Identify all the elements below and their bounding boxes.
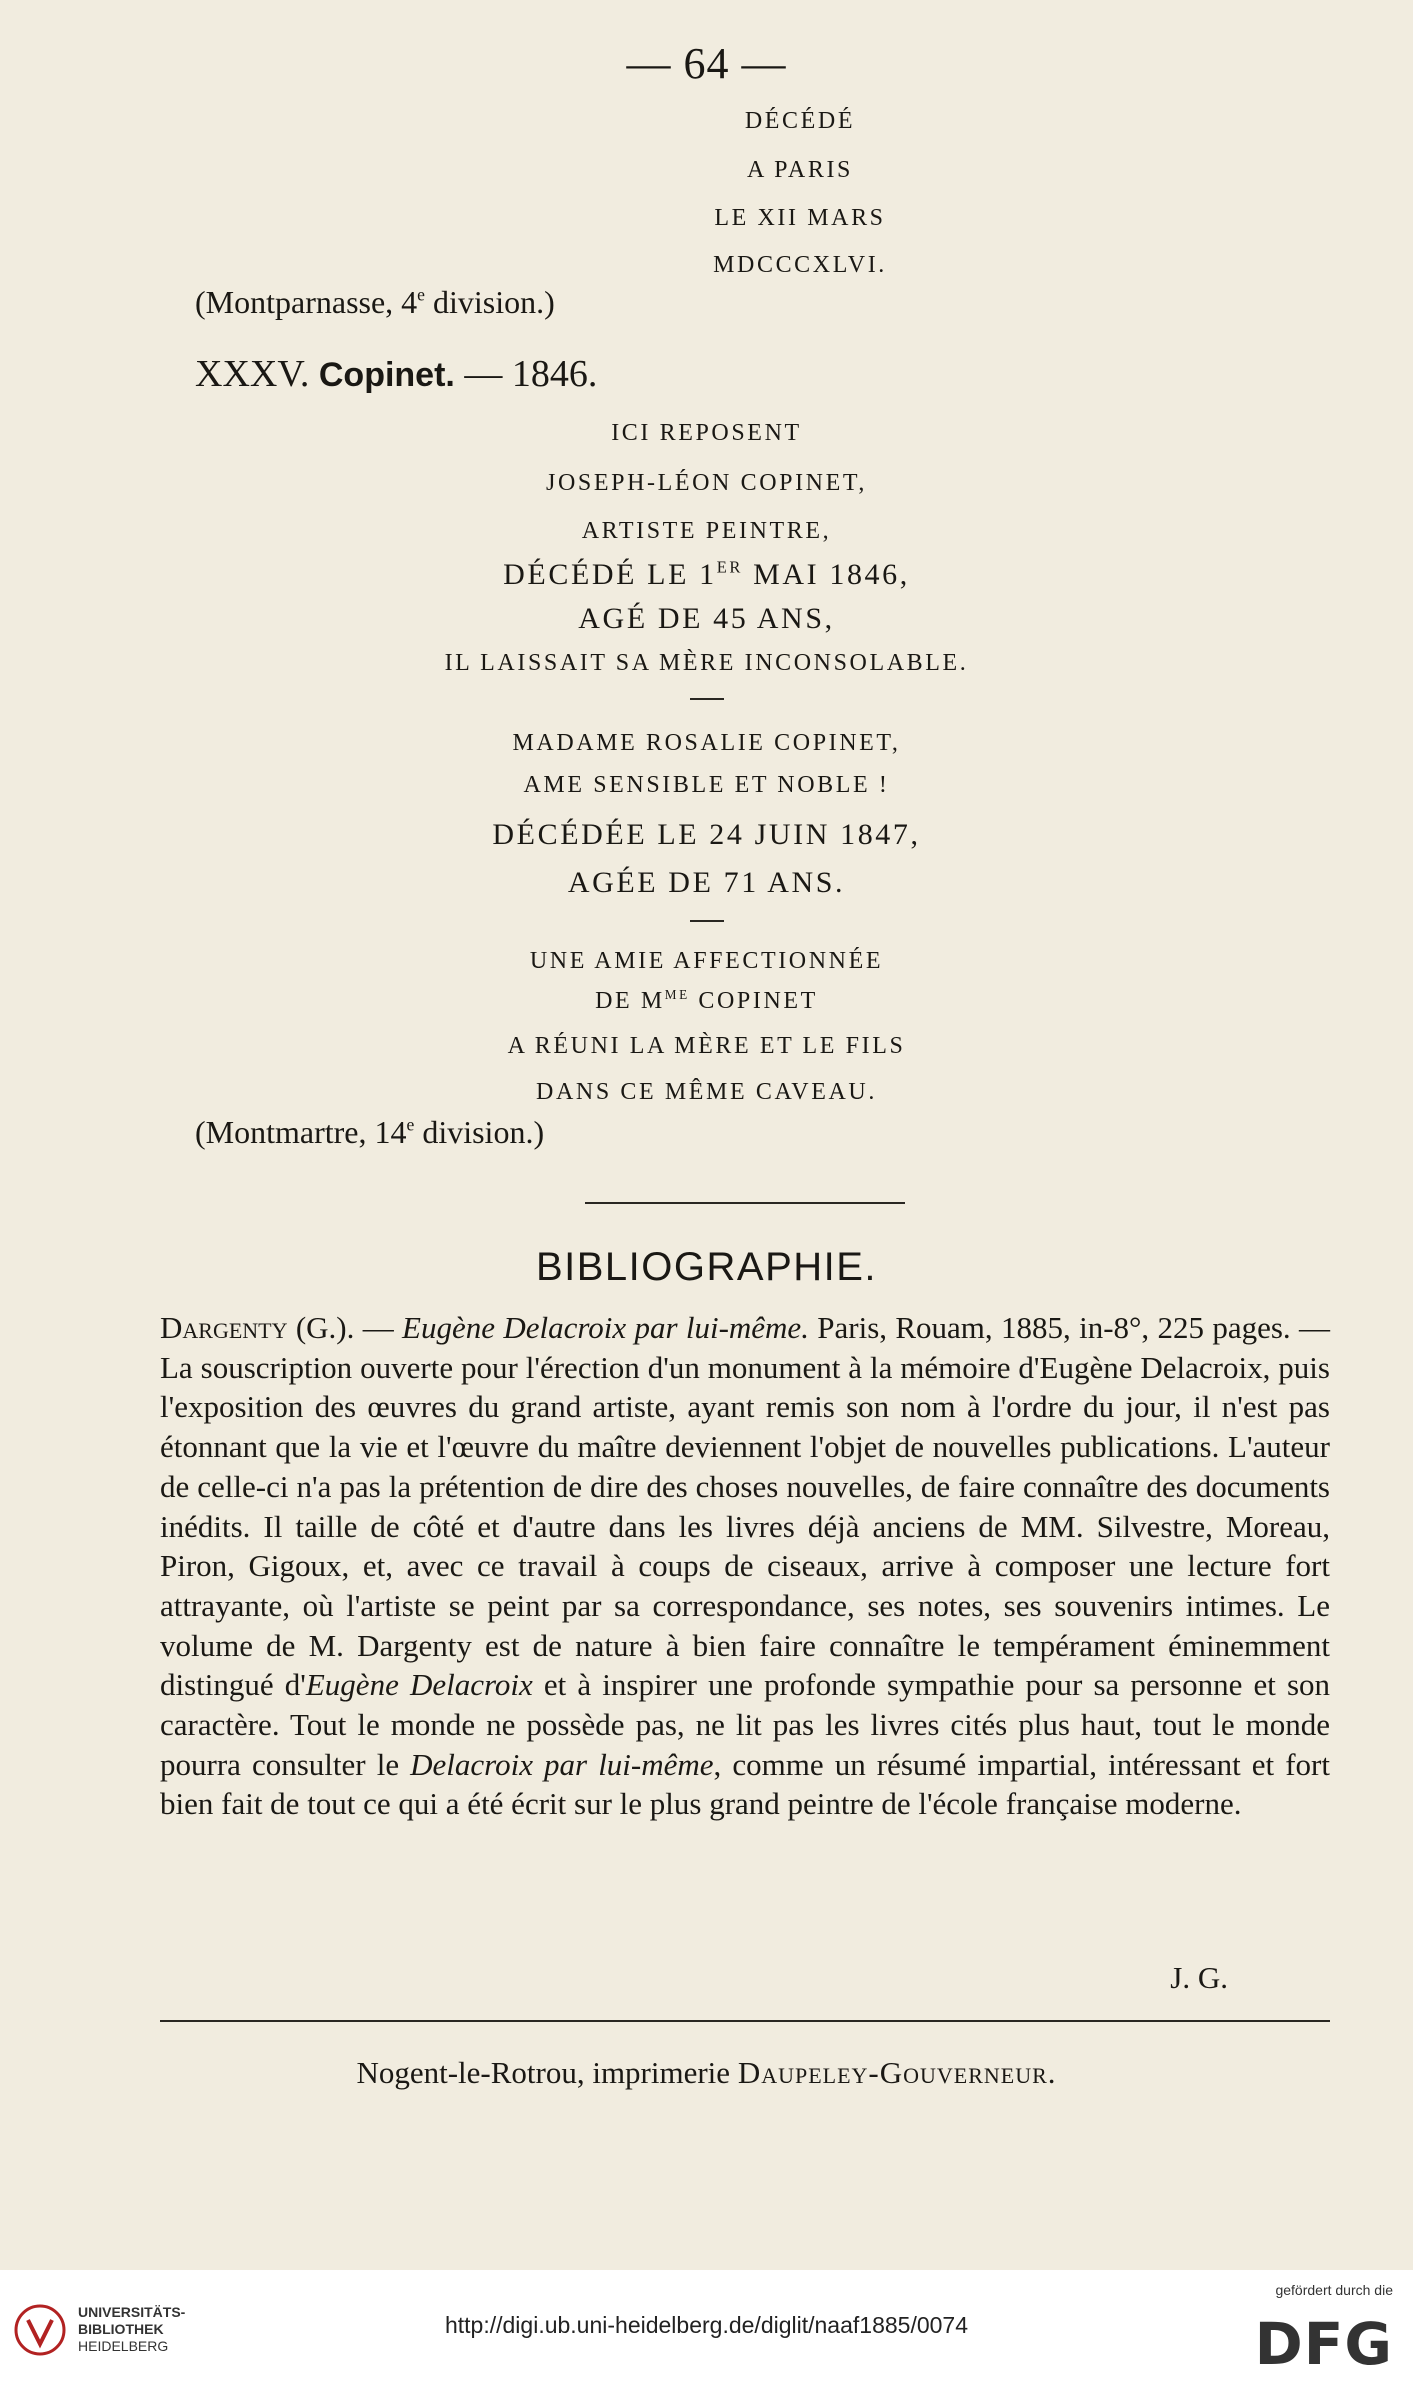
epitaph-d-line-1: UNE AMIE AFFECTIONNÉE xyxy=(529,948,884,974)
epitaph-a-line-2: A PARIS xyxy=(746,157,854,183)
epitaph-d-line-4: DANS CE MÊME CAVEAU. xyxy=(536,1079,877,1105)
digitization-footer xyxy=(0,2270,1413,2384)
dfg-logo[interactable]: DFG xyxy=(1254,2310,1393,2378)
epitaph-b-line-4: DÉCÉDÉ LE 1ER MAI 1846, xyxy=(503,557,910,591)
bibliography-entry: Dargenty (G.). — Eugène Delacroix par lui-même. Paris, Rouam, 1885, in-8°, 225 pages. — La souscription ouverte pour l'érection d'un monument à la mémoire d'Eugène Delacroix, puis l'exposition des œuvres du grand artiste, ayant remis son nom à l'ordre du jour, il n'est pas étonnant que la vie et l'œuvre du maître deviennent l'objet de nouvelles publications. L'auteur de celle-ci n'a pas la prétention de dire des choses nouvelles, de faire connaître des documents inédits. Il taille de côté et d'autre dans les livres déjà anciens de MM. Silvestre, Moreau, Piron, Gigoux, et, avec ce travail à coups de ciseaux, arrive à composer une lecture fort attrayante, où l'artiste se peint par sa correspondance, ses notes, ses souvenirs intimes. Le volume de M. Dargenty est de nature à bien faire connaître le tempérament éminemment distingué d'Eugène Delacroix et à inspirer une profonde sympathie pour sa personne et son caractère. Tout le monde ne possède pas, ne lit pas les livres cités plus haut, tout le monde pourra consulter le Delacroix par lui-même, comme un résumé impartial, intéressant et fort bien fait de tout ce qui a été écrit sur le plus grand peintre de l'école française moderne. xyxy=(160,1310,1331,1822)
printer-line: Nogent-le-Rotrou, imprimerie Daupeley-Gouverneur. xyxy=(356,2055,1057,2090)
separator-dash-1 xyxy=(690,698,724,700)
epitaph-b-line-3: ARTISTE PEINTRE, xyxy=(581,518,832,544)
epitaph-c-line-4: AGÉE DE 71 ANS. xyxy=(567,866,846,899)
epitaph-c-line-3: DÉCÉDÉE LE 24 JUIN 1847, xyxy=(492,818,921,851)
separator-dash-2 xyxy=(690,920,724,922)
epitaph-d-line-2: DE $M^{ME}$ COPINET xyxy=(595,986,818,1014)
section-rule xyxy=(585,1202,905,1204)
page-number: — 64 — xyxy=(626,39,787,88)
source-url-link[interactable]: http://digi.ub.uni-heidelberg.de/diglit/naaf1885/0074 xyxy=(444,2312,968,2338)
epitaph-b-line-5: AGÉ DE 45 ANS, xyxy=(578,602,835,635)
epitaph-a-line-4: MDCCCXLVI. xyxy=(713,252,887,278)
epitaph-b-line-6: IL LAISSAIT SA MÈRE INCONSOLABLE. xyxy=(444,650,969,676)
bibliography-author: Dargenty xyxy=(160,1310,288,1345)
bibliography-title: Eugène Delacroix par lui-même. xyxy=(402,1310,809,1345)
signature: J. G. xyxy=(1170,1960,1228,1995)
section-title: BIBLIOGRAPHIE. xyxy=(535,1245,878,1289)
epitaph-b-line-2: JOSEPH-LÉON COPINET, xyxy=(546,470,867,496)
epitaph-d-line-3: A RÉUNI LA MÈRE ET LE FILS xyxy=(507,1033,906,1059)
epitaph-c-line-2: AME SENSIBLE ET NOBLE ! xyxy=(523,772,890,798)
footer-rule xyxy=(160,2020,1330,2022)
epitaph-a-line-3: LE XII MARS xyxy=(714,205,886,231)
epitaph-b-line-1: ICI REPOSENT xyxy=(611,420,802,446)
entry-heading: XXXV. Copinet. — 1846. xyxy=(195,353,598,395)
epitaph-a-line-1: DÉCÉDÉ xyxy=(744,108,856,134)
location-montmartre: (Montmartre, 14e division.) xyxy=(195,1114,545,1150)
dfg-funding-label: gefördert durch die xyxy=(1275,2282,1393,2298)
printer-name: Daupeley-Gouverneur. xyxy=(737,2055,1057,2090)
entry-name: Copinet. xyxy=(318,356,455,394)
university-library-label: UNIVERSITÄTS- BIBLIOTHEK HEIDELBERG xyxy=(78,2304,186,2354)
location-montparnasse: (Montparnasse, 4e division.) xyxy=(195,284,555,320)
epitaph-c-line-1: MADAME ROSALIE COPINET, xyxy=(512,730,901,756)
